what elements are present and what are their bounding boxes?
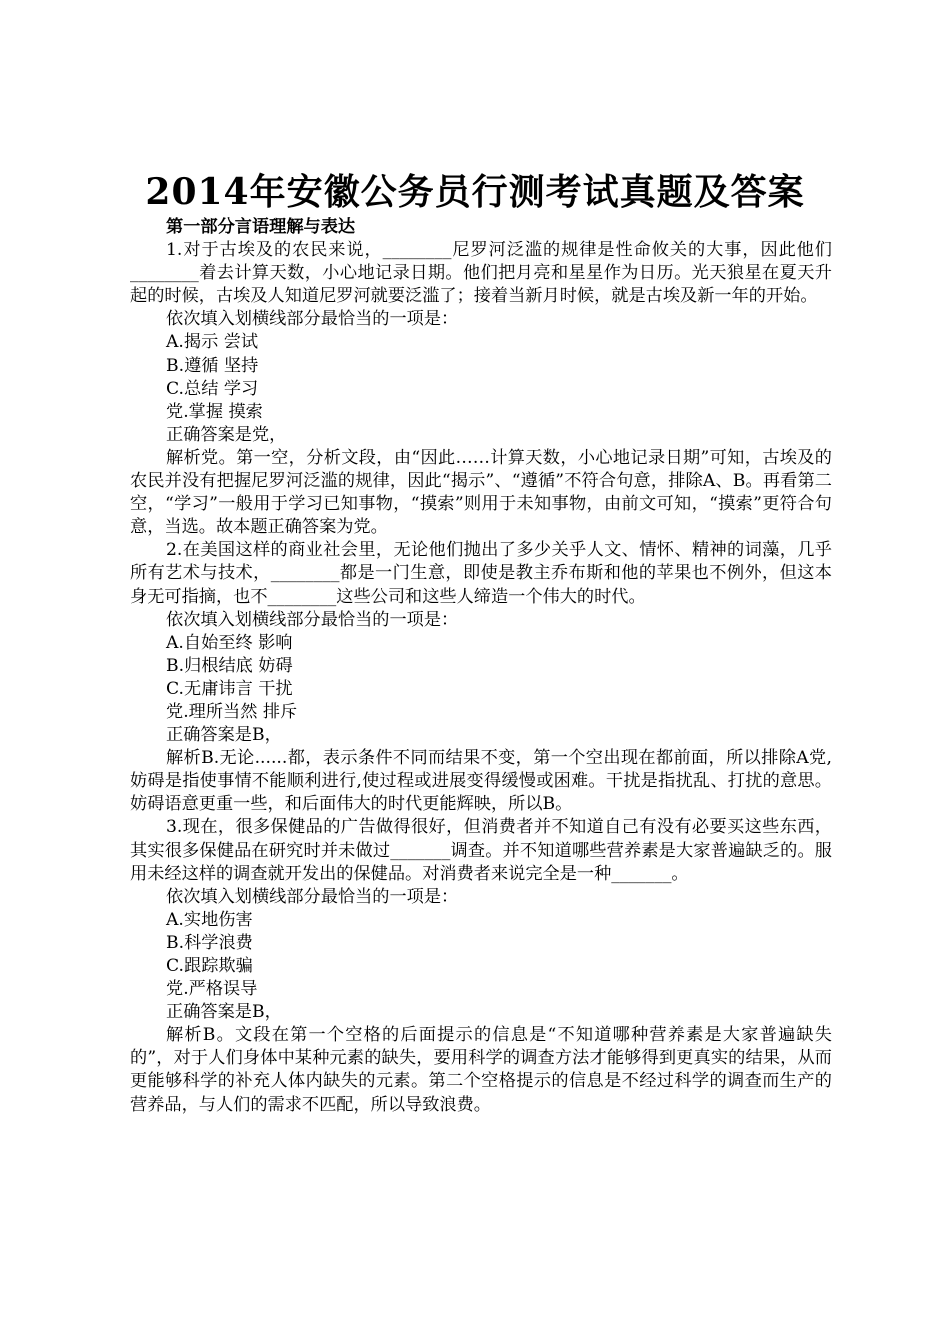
option-b: B.归根结底 妨碍 bbox=[166, 655, 293, 676]
question-3 bbox=[130, 816, 832, 1116]
question-instruction: 依次填入划横线部分最恰当的一项是： bbox=[166, 609, 459, 630]
option-d: 党.理所当然 排斥 bbox=[166, 701, 298, 722]
option-d: 党.掌握 摸索 bbox=[166, 401, 263, 422]
option-c: C.跟踪欺骗 bbox=[166, 956, 253, 976]
option-c: C.总结 学习 bbox=[166, 378, 259, 399]
document-title: 2014年安徽公务员行测考试真题及答案 bbox=[145, 171, 805, 213]
question-1 bbox=[130, 239, 832, 539]
section-heading: 第一部分言语理解与表达 bbox=[166, 217, 356, 237]
option-d: 党.严格误导 bbox=[166, 979, 258, 1000]
question-stem: 2.在美国这样的商业社会里，无论他们抛出了多少关乎人文、情怀、精神的词藻，几乎所有艺术与技术，________都是一门生意，即使是教主乔布斯和他的苹果也不例外，但这本身无可指摘，也不________这些公司和这些人缔造一个伟大的时代。 bbox=[130, 540, 832, 607]
option-a: A.自始至终 影响 bbox=[166, 632, 293, 653]
document-body bbox=[130, 216, 832, 1117]
option-c: C.无庸讳言 干扰 bbox=[166, 678, 293, 699]
option-b: B.遵循 坚持 bbox=[166, 355, 259, 376]
answer-analysis: 解析党。第一空，分析文段，由“因此……计算天数，小心地记录日期”可知，古埃及的农民并没有把握尼罗河泛滥的规律，因此“揭示”、“遵循”不符合句意，排除A、B。再看第二空，“学习”一般用于学习已知事物，“摸索”则用于未知事物，由前文可知，“摸索”更符合句意，当选。故本题正确答案为党。 bbox=[130, 447, 832, 538]
answer-analysis: 解析B。文段在第一个空格的后面提示的信息是“不知道哪种营养素是大家普遍缺失的”，对于人们身体中某种元素的缺失，要用科学的调查方法才能够得到更真实的结果，从而更能够科学的补充人体内缺失的元素。第二个空格提示的信息是不经过科学的调查而生产的营养品，与人们的需求不匹配，所以导致浪费。 bbox=[130, 1025, 832, 1115]
correct-answer: 正确答案是B， bbox=[166, 1002, 282, 1023]
correct-answer: 正确答案是党， bbox=[166, 424, 287, 445]
option-b: B.科学浪费 bbox=[166, 932, 253, 953]
question-stem: 3.现在，很多保健品的广告做得很好，但消费者并不知道自己有没有必要买这些东西，其实很多保健品在研究时并未做过_______调查。并不知道哪些营养素是大家普遍缺乏的。服用未经这样的调查就开发出的保健品。对消费者来说完全是一种_______。 bbox=[130, 817, 832, 884]
correct-answer: 正确答案是B， bbox=[166, 725, 282, 746]
question-instruction: 依次填入划横线部分最恰当的一项是： bbox=[166, 886, 459, 907]
option-a: A.实地伤害 bbox=[166, 909, 253, 930]
question-2 bbox=[130, 539, 832, 816]
question-instruction: 依次填入划横线部分最恰当的一项是： bbox=[166, 309, 459, 330]
question-stem: 1.对于古埃及的农民来说，________尼罗河泛滥的规律是性命攸关的大事，因此他们________着去计算天数，小心地记录日期。他们把月亮和星星作为日历。光天狼星在夏天升起的时候，古埃及人知道尼罗河就要泛滥了；接着当新月时候，就是古埃及新一年的开始。 bbox=[130, 240, 832, 307]
answer-analysis: 解析B.无论......都，表示条件不同而结果不变，第一个空出现在都前面，所以排除A党,妨碍是指使事情不能顺利进行,使过程或进展变得缓慢或困难。干扰是指扰乱、打扰的意思。妨碍语意更重一些，和后面伟大的时代更能辉映，所以B。 bbox=[130, 748, 832, 815]
option-a: A.揭示 尝试 bbox=[166, 332, 259, 353]
